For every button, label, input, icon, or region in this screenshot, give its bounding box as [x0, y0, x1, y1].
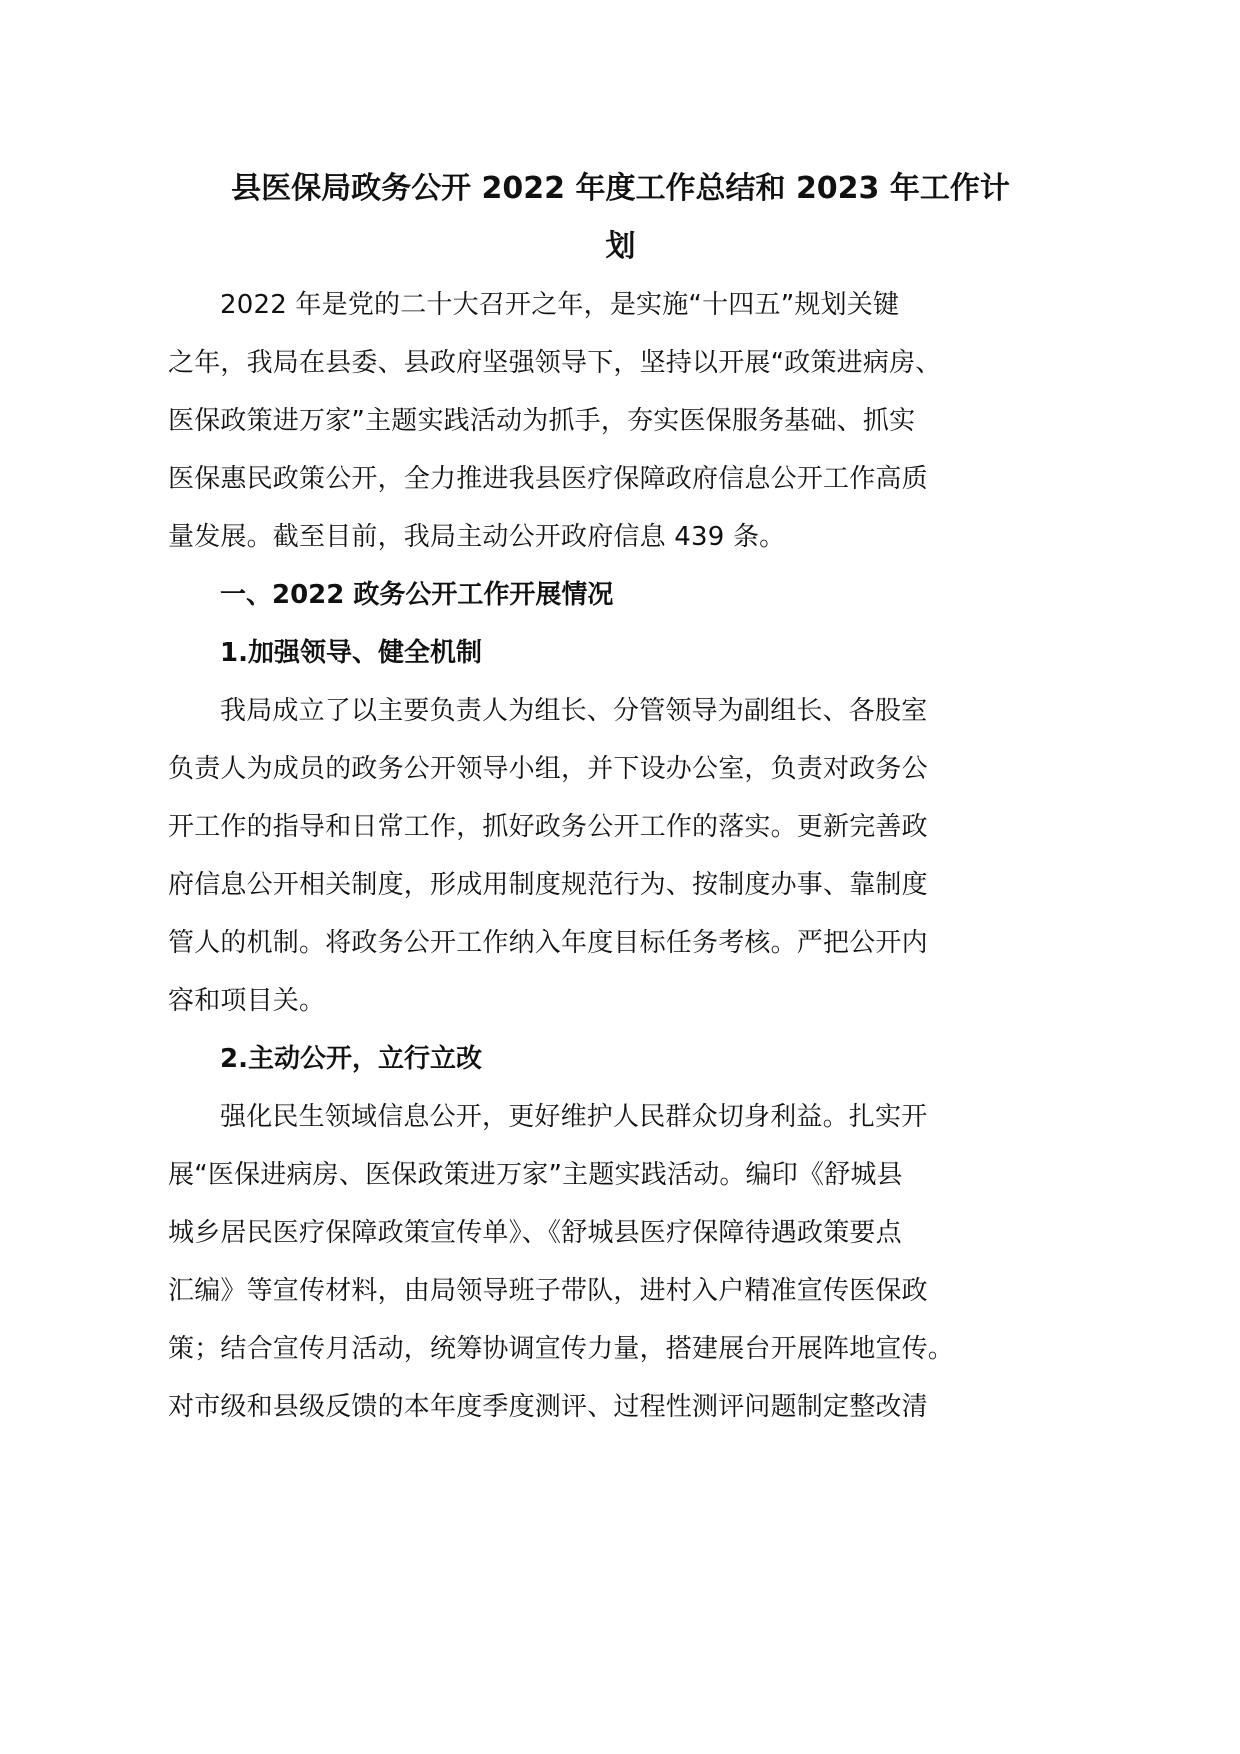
paragraph-line: 策；结合宣传月活动，统筹协调宣传力量，搭建展台开展阵地宣传。 [168, 1334, 955, 1364]
paragraph-line: 之年，我局在县委、县政府坚强领导下，坚持以开展“政策进病房、 [168, 348, 942, 378]
paragraph-line: 开工作的指导和日常工作，抓好政务公开工作的落实。更新完善政 [168, 812, 928, 842]
paragraph-line: 负责人为成员的政务公开领导小组，并下设办公室，负责对政务公 [168, 754, 928, 784]
subsection-heading-2: 2.主动公开，立行立改 [220, 1044, 482, 1074]
subsection-2-paragraph [168, 1088, 1073, 1436]
paragraph-line: 管人的机制。将政务公开工作纳入年度目标任务考核。严把公开内 [168, 928, 928, 958]
title-line-2: 划 [605, 229, 636, 264]
subsection-1-paragraph [168, 682, 1073, 1030]
paragraph-line: 城乡居民医疗保障政策宣传单》、《舒城县医疗保障待遇政策要点 [168, 1218, 902, 1248]
paragraph-line: 展“医保进病房、医保政策进万家”主题实践活动。编印《舒城县 [168, 1160, 903, 1190]
document-title [168, 160, 1073, 276]
subsection-heading-1: 1.加强领导、健全机制 [220, 638, 482, 668]
paragraph-line: 2022 年是党的二十大召开之年，是实施“十四五”规划关键 [220, 290, 900, 320]
paragraph-line: 汇编》等宣传材料，由局领导班子带队，进村入户精准宣传医保政 [168, 1276, 928, 1306]
paragraph-line: 医保惠民政策公开，全力推进我县医疗保障政府信息公开工作高质 [168, 464, 928, 494]
paragraph-line: 医保政策进万家”主题实践活动为抓手，夯实医保服务基础、抓实 [168, 406, 916, 436]
paragraph-line: 量发展。截至目前，我局主动公开政府信息 439 条。 [168, 522, 786, 552]
paragraph-line: 我局成立了以主要负责人为组长、分管领导为副组长、各股室 [220, 696, 928, 726]
title-line-1: 县医保局政务公开 2022 年度工作总结和 2023 年工作计 [231, 171, 1010, 206]
paragraph-line: 府信息公开相关制度，形成用制度规范行为、按制度办事、靠制度 [168, 870, 928, 900]
paragraph-line: 强化民生领域信息公开，更好维护人民群众切身利益。扎实开 [220, 1102, 928, 1132]
paragraph-line: 对市级和县级反馈的本年度季度测评、过程性测评问题制定整改清 [168, 1392, 928, 1422]
intro-paragraph [168, 276, 1073, 566]
document-page [168, 160, 1073, 1436]
paragraph-line: 容和项目关。 [168, 986, 326, 1016]
section-heading-1: 一、2022 政务公开工作开展情况 [220, 580, 614, 610]
